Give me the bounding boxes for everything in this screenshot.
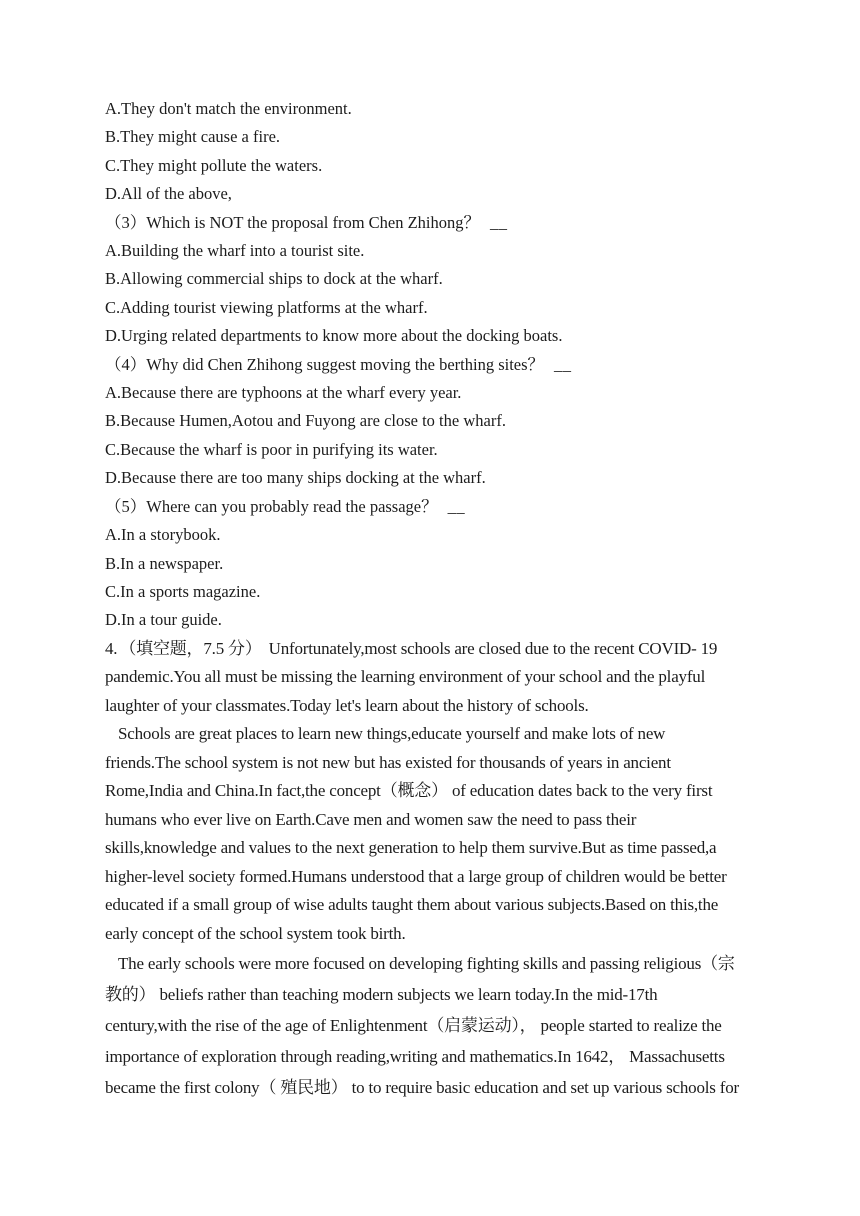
option-line: D.Urging related departments to know more about the docking boats. — [105, 326, 563, 346]
option-line: C.Adding tourist viewing platforms at the wharf. — [105, 297, 428, 317]
fill-in-question-section — [105, 635, 805, 1104]
option-line: C.Because the wharf is poor in purifying its water. — [105, 439, 438, 459]
reading-comprehension-section — [105, 95, 805, 635]
sub-question-5 — [105, 493, 805, 521]
passage-text: Unfortunately,most schools are closed due to the recent COVID- 19 pandemic.You all must be missing the learning environment of your school and the playful laughter of your classmates.Today let's learn about the history of schools. — [105, 638, 718, 715]
question-number: 4. — [105, 638, 118, 658]
option-line: D.In a tour guide. — [105, 610, 222, 630]
answer-blank: __ — [490, 212, 508, 232]
option-line: A.Building the wharf into a tourist site. — [105, 241, 365, 261]
sub-question-4 — [105, 351, 805, 379]
option-line: C.In a sports magazine. — [105, 581, 261, 601]
option-line: A.They don't match the environment. — [105, 99, 352, 118]
passage-text: The early schools were more focused on developing fighting skills and passing religious（宗 教的） beliefs rather than teaching modern subjects we learn today.In the mid-17th century,with the rise of the age of Enlightenment（启蒙运动）， people started to realize the importance of exploration through reading,writing and mathematics.In 1642， Massachusetts became the first colony（ 殖民地） to to require basic education and set up various schools for — [105, 954, 739, 1098]
option-line: B.Because Humen,Aotou and Fuyong are close to the wharf. — [105, 411, 506, 431]
option-line: A.In a storybook. — [105, 525, 221, 545]
option-line: B.Allowing commercial ships to dock at the wharf. — [105, 269, 443, 289]
answer-blank: __ — [554, 354, 572, 374]
passage-paragraph-3 — [105, 948, 805, 1103]
option-line: C.They might pollute the waters. — [105, 155, 323, 175]
answer-blank: __ — [447, 496, 466, 516]
sub-question-3 — [105, 209, 805, 237]
option-line: B.They might cause a fire. — [105, 127, 281, 147]
passage-paragraph-1 — [105, 635, 805, 721]
passage-paragraph-2 — [105, 720, 805, 948]
question-type-label: （填空题，7.5 分） — [119, 638, 262, 658]
sub-question-4-stem: （4）Why did Chen Zhihong suggest moving the berthing sites？ — [105, 354, 545, 374]
passage-text: Schools are great places to learn new things,educate yourself and make lots of new friends.The school system is not new but has existed for thousands of years in ancient Rome,India and China.In fact,the concept（概念） of education dates back to the very first humans who ever live on Earth.Cave men and women saw the need to pass their skills,knowledge and values to the next generation to help them survive.But as time passed,a higher-level society formed.Humans understood that a large group of children would be better educated if a small group of wise adults taught them about various subjects.Based on this,the early concept of the school system took birth. — [105, 724, 727, 943]
sub-question-5-stem: （5）Where can you probably read the passage？ — [105, 496, 438, 516]
option-line: B.In a newspaper. — [105, 553, 224, 573]
sub-question-3-stem: （3）Which is NOT the proposal from Chen Zhihong？ — [105, 212, 481, 232]
option-line: D.All of the above, — [105, 184, 232, 204]
option-line: A.Because there are typhoons at the wharf every year. — [105, 383, 462, 403]
option-line: D.Because there are too many ships docking at the wharf. — [105, 468, 486, 488]
